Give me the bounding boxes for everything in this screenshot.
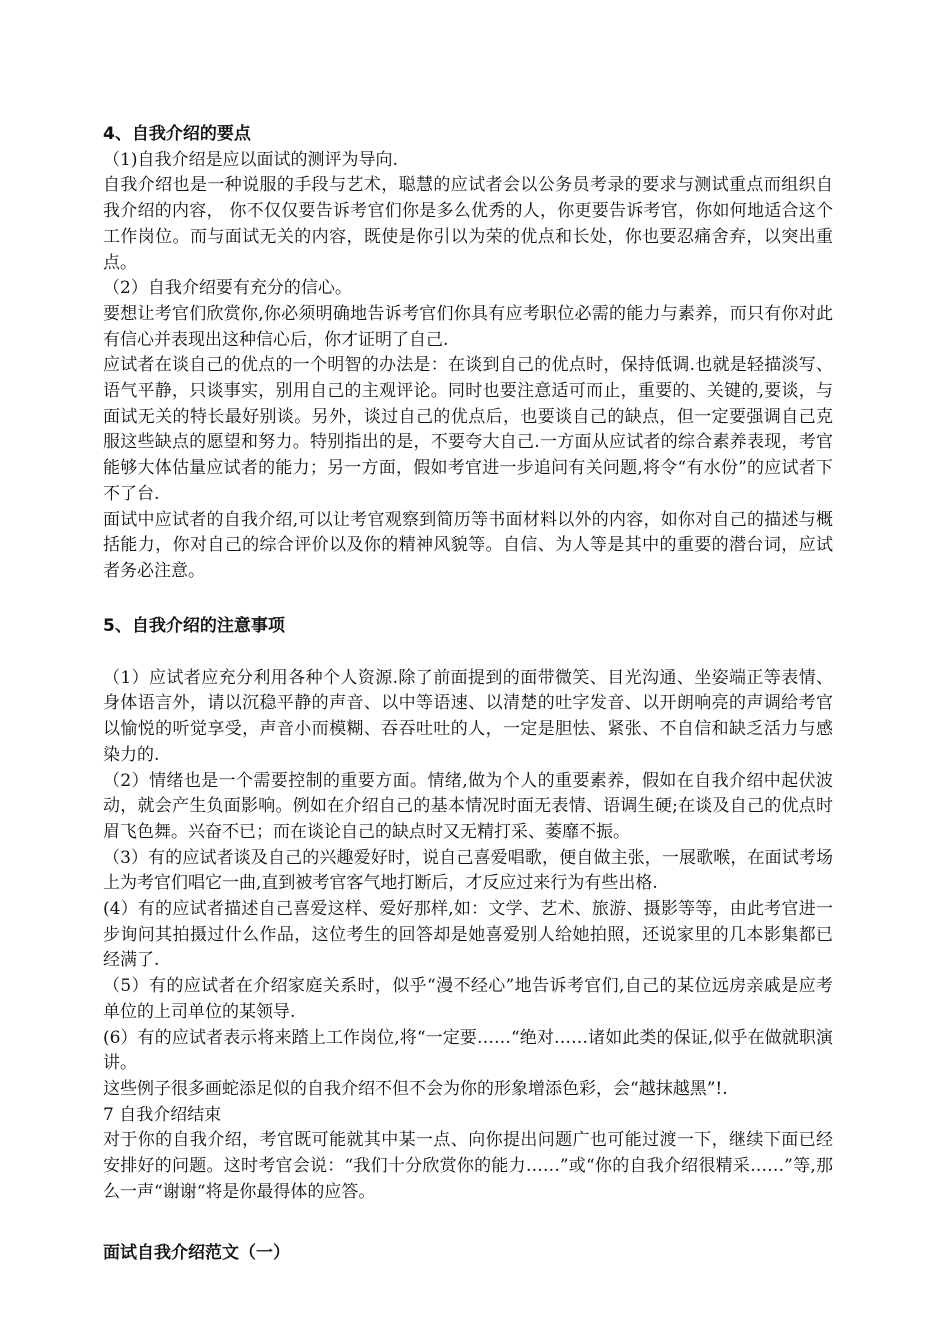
blank-line	[103, 585, 833, 611]
section-5-paragraph: (6）有的应试者表示将来踏上工作岗位,将“一定要……“绝对……诸如此类的保证,似乎在做就职演讲。	[103, 1027, 833, 1074]
blank-line	[103, 640, 833, 666]
blank-line	[103, 1206, 833, 1232]
section-5-heading: 5、自我介绍的注意事项	[103, 616, 285, 637]
section-7-paragraph: 对于你的自我介绍，考官既可能就其中某一点、向你提出问题广也可能过渡一下，继续下面已经安排好的问题。这时考官会说：“我们十分欣赏你的能力……”或“你的自我介绍很精采……”等,那么一声“谢谢“将是你最得体的应答。	[103, 1130, 833, 1202]
section-5-paragraph: (4）有的应试者描述自己喜爱这样、爱好那样,如：文学、艺术、旅游、摄影等等，由此考官进一步询问其拍摄过什么作品，这位考生的回答却是她喜爱别人给她拍照，还说家里的几本影集都已经满了.	[103, 899, 833, 971]
section-5-paragraph: 这些例子很多画蛇添足似的自我介绍不但不会为你的形象增添色彩，会“越抹越黑”!.	[103, 1078, 728, 1099]
section-4-paragraph: 要想让考官们欣赏你,你必须明确地告诉考官们你具有应考职位必需的能力与素养，而只有你对此有信心并表现出这种信心后，你才证明了自己.	[103, 303, 833, 350]
section-4-paragraph: 自我介绍也是一种说服的手段与艺术，聪慧的应试者会以公务员考录的要求与测试重点而组织自我介绍的内容， 你不仅仅要告诉考官们你是多么优秀的人，你更要告诉考官，你如何地适合这个工作岗位。而与面试无关的内容，既使是你引以为荣的优点和长处，你也要忍痛舍弃，以突出重点。	[103, 175, 833, 273]
section-5-paragraph: （3）有的应试者谈及自己的兴趣爱好时，说自己喜爱唱歌，便自做主张，一展歌喉，在面试考场上为考官们唱它一曲,直到被考官客气地打断后，才反应过来行为有些出格.	[103, 847, 833, 894]
section-5-paragraph: （2）情绪也是一个需要控制的重要方面。情绪,做为个人的重要素养，假如在自我介绍中起伏波动，就会产生负面影响。例如在介绍自己的基本情况时面无表情、语调生硬;在谈及自己的优点时眉飞色舞。兴奋不已；而在谈论自己的缺点时又无精打采、萎靡不振。	[103, 770, 833, 842]
section-4-paragraph: 面试中应试者的自我介绍,可以让考官观察到简历等书面材料以外的内容，如你对自己的描述与概括能力，你对自己的综合评价以及你的精神风貌等。自信、为人等是其中的重要的潜台词，应试者务必注意。	[103, 509, 833, 581]
section-4-heading: 4、自我介绍的要点	[103, 124, 251, 144]
sample-essay-heading: 面试自我介绍范文（一）	[103, 1243, 290, 1264]
section-7-heading: 7 自我介绍结束	[103, 1104, 222, 1125]
document-page	[103, 122, 833, 1267]
section-5-paragraph: （5）有的应试者在介绍家庭关系时，似乎“漫不经心”地告诉考官们,自己的某位远房亲戚是应考单位的上司单位的某领导.	[103, 976, 833, 1022]
section-4-paragraph: 应试者在谈自己的优点的一个明智的办法是：在谈到自己的优点时，保持低调.也就是轻描淡写、语气平静，只谈事实，别用自己的主观评论。同时也要注意适可而止，重要的、关键的,要谈，与面试无关的特长最好别谈。另外，谈过自己的优点后，也要谈自己的缺点，但一定要强调自己克服这些缺点的愿望和努力。特别指出的是，不要夸大自己.一方面从应试者的综合素养表现，考官能够大体估量应试者的能力；另一方面，假如考官进一步追问有关问题,将令“有水份”的应试者下不了台.	[103, 355, 833, 504]
section-4-paragraph: （1)自我介绍是应以面试的测评为导向.	[103, 149, 398, 170]
section-4-paragraph: （2）自我介绍要有充分的信心。	[103, 278, 352, 299]
section-5-paragraph: （1）应试者应充分利用各种个人资源.除了前面提到的面带微笑、目光沟通、坐姿端正等表情、身体语言外，请以沉稳平静的声音、以中等语速、以清楚的吐字发音、以开朗响亮的声调给考官以愉悦的听觉享受，声音小而模糊、吞吞吐吐的人，一定是胆怯、紧张、不自信和缺乏活力与感染力的.	[103, 667, 833, 765]
